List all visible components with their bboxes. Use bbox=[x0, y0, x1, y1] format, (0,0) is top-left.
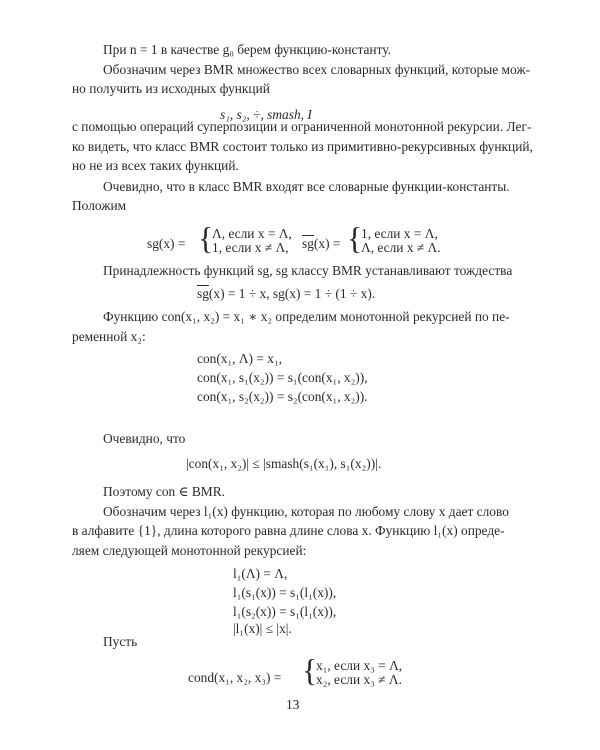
formula-line: l₁(s₂(x)) = s₁(l₁(x)), bbox=[233, 604, 337, 619]
text-line: Обозначим через BMR множество всех словарных функций, которые мож- bbox=[103, 62, 531, 77]
case-line: Λ, если x ≠ Λ. bbox=[361, 240, 441, 255]
text-line: ко видеть, что класс BMR состоит только из примитивно-рекурсивных функций, bbox=[72, 139, 533, 154]
case-line: 1, если x ≠ Λ, bbox=[212, 240, 289, 255]
nsg-lhs: $\overline{sg}(x)$ = bbox=[302, 236, 341, 251]
text-line: Очевидно, что в класс BMR входят все словарные функции-константы. bbox=[103, 179, 510, 194]
text-line: Положим bbox=[72, 198, 127, 213]
cond-lhs: cond(x₁, x₂, x₃) = bbox=[188, 670, 282, 685]
text-line: Очевидно, что bbox=[103, 431, 186, 446]
sg-lhs: sg(x) = bbox=[147, 236, 186, 251]
nsg-cases bbox=[361, 227, 441, 255]
formula-line: l₁(Λ) = Λ, bbox=[233, 566, 288, 581]
text-line: Обозначим через l₁(x) функцию, которая по любому слову x дает слово bbox=[103, 504, 509, 519]
text-line: но не из всех таких функций. bbox=[72, 158, 239, 173]
left-brace-icon: { bbox=[302, 652, 318, 688]
formula-line: |con(x₁, x₂)| ≤ |smash(s₁(x₁), s₁(x₂))|. bbox=[186, 456, 382, 471]
formula-line: s₁, s₂, ÷, smash, I bbox=[220, 107, 312, 122]
text-line: Принадлежность функций sg, sg классу BMR устанавливают тождества bbox=[103, 263, 513, 278]
case-line: x₂, если x₃ ≠ Λ. bbox=[316, 672, 402, 687]
formula-line: $\overline{sg}(x) = 1 \div x$, sg(x) = 1 ÷ (1 ÷ x). bbox=[197, 286, 376, 301]
text-line: При n = 1 в качестве g₀ берем функцию-константу. bbox=[103, 42, 391, 57]
case-line: 1, если x = Λ, bbox=[361, 226, 438, 241]
page-number: 13 bbox=[286, 697, 300, 712]
formula-line: con(x₁, Λ) = x₁, bbox=[197, 351, 282, 366]
text-line: с помощью операций суперпозиции и ограниченной монотонной рекурсии. Лег- bbox=[72, 119, 532, 134]
case-line: Λ, если x = Λ, bbox=[212, 226, 292, 241]
left-brace-icon: { bbox=[347, 220, 363, 256]
text-line: Поэтому con ∈ BMR. bbox=[103, 484, 225, 499]
text-line: в алфавите {1}, длина которого равна длине слова x. Функцию l₁(x) опреде- bbox=[72, 523, 505, 538]
sg-cases bbox=[212, 227, 292, 255]
formula-line: |l₁(x)| ≤ |x|. bbox=[233, 621, 292, 636]
cond-cases bbox=[316, 659, 402, 687]
formula-line: l₁(s₁(x)) = s₁(l₁(x)), bbox=[233, 585, 337, 600]
left-brace-icon: { bbox=[198, 220, 214, 256]
text-line: ременной x₂: bbox=[72, 329, 146, 344]
formula-line: con(x₁, s₁(x₂)) = s₁(con(x₁, x₂)), bbox=[197, 370, 368, 385]
text-line: но получить из исходных функций bbox=[72, 81, 270, 96]
text-line: ляем следующей монотонной рекурсией: bbox=[72, 543, 307, 558]
case-line: x₁, если x₃ = Λ, bbox=[316, 658, 403, 673]
text-line: Пусть bbox=[103, 634, 138, 649]
text-line: Функцию con(x₁, x₂) = x₁ ∗ x₂ определим монотонной рекурсией по пе- bbox=[103, 309, 510, 324]
formula-line: con(x₁, s₂(x₂)) = s₂(con(x₁, x₂)). bbox=[197, 389, 368, 404]
overline-sg: $\overline{sg}$ bbox=[302, 236, 314, 251]
